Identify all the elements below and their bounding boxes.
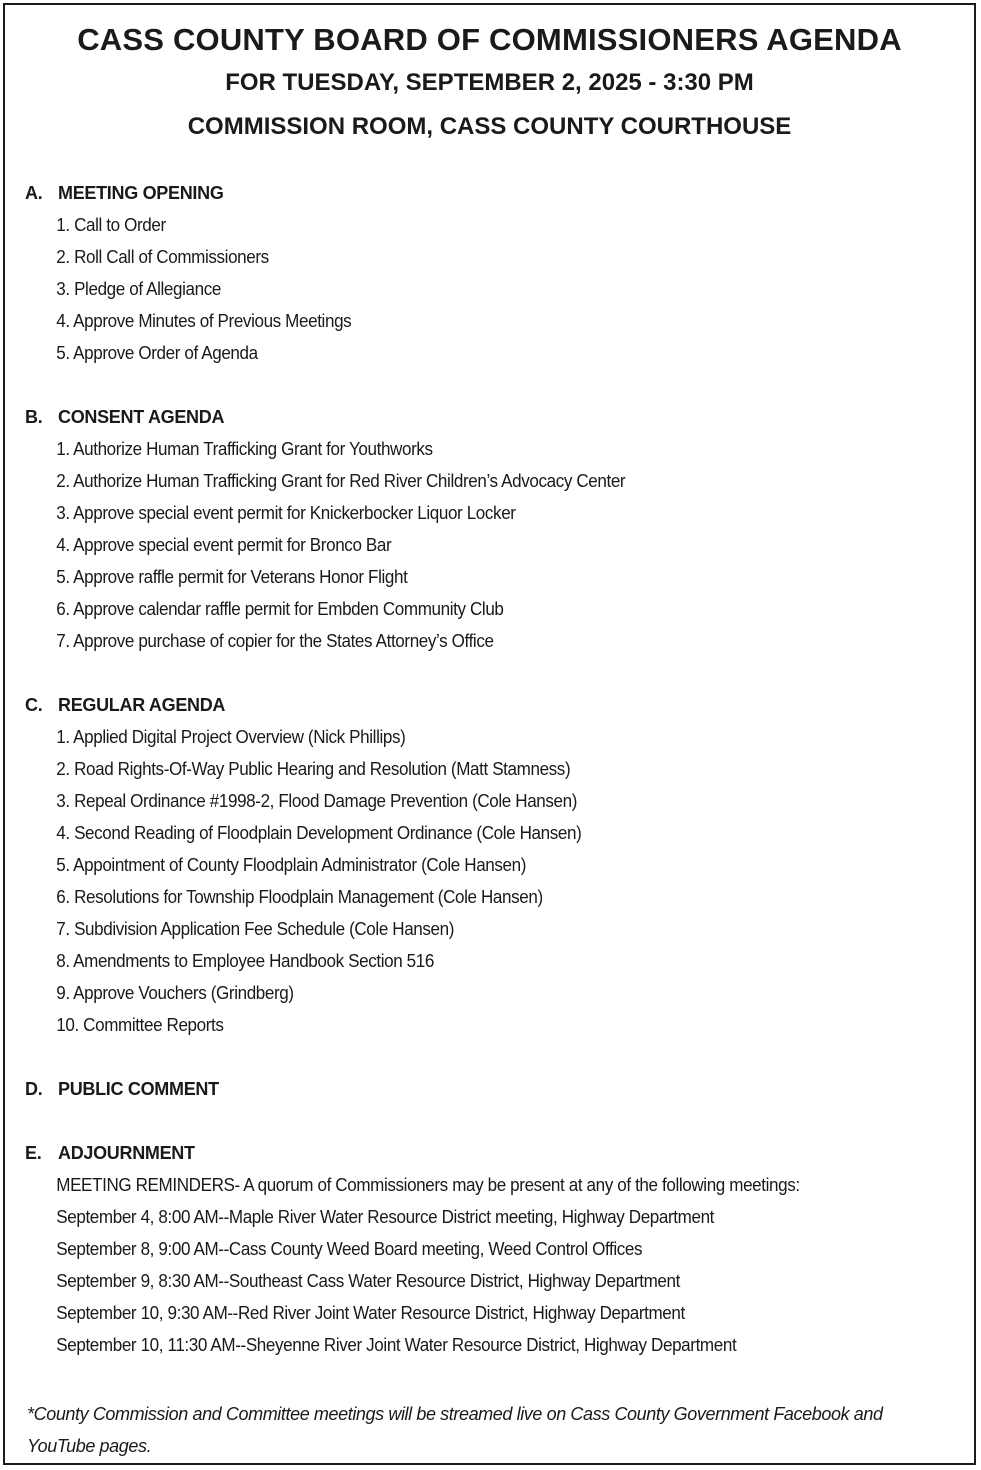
section-consent-agenda xyxy=(25,401,954,657)
section-heading xyxy=(25,177,954,209)
section-heading xyxy=(25,1073,954,1105)
meeting-location: COMMISSION ROOM, CASS COUNTY COURTHOUSE xyxy=(187,113,792,140)
agenda-item: 5. Approve Order of Agenda xyxy=(56,343,258,363)
section-letter: C. xyxy=(25,694,43,715)
section-public-comment xyxy=(25,1073,954,1105)
agenda-title: CASS COUNTY BOARD OF COMMISSIONERS AGENDA xyxy=(77,22,902,57)
agenda-item: 3. Repeal Ordinance #1998-2, Flood Damage Prevention (Cole Hansen) xyxy=(56,791,578,811)
agenda-item: 2. Roll Call of Commissioners xyxy=(56,247,269,267)
agenda-item: 1. Authorize Human Trafficking Grant for Youthworks xyxy=(56,439,433,459)
section-title: ADJOURNMENT xyxy=(58,1142,195,1163)
section-title: MEETING OPENING xyxy=(58,182,224,203)
agenda-item: 4. Approve special event permit for Bronco Bar xyxy=(56,535,392,555)
section-adjournment xyxy=(25,1137,954,1361)
meeting-reminder: September 10, 11:30 AM--Sheyenne River Joint Water Resource District, Highway Department xyxy=(56,1335,737,1355)
agenda-item: 5. Approve raffle permit for Veterans Honor Flight xyxy=(56,567,408,587)
section-title: CONSENT AGENDA xyxy=(58,406,225,427)
section-letter: A. xyxy=(25,182,43,203)
meeting-reminder: September 4, 8:00 AM--Maple River Water Resource District meeting, Highway Department xyxy=(56,1207,715,1227)
section-heading xyxy=(25,401,954,433)
agenda-item: 7. Approve purchase of copier for the States Attorney’s Office xyxy=(56,631,494,651)
agenda-item: 10. Committee Reports xyxy=(56,1015,224,1035)
meeting-reminder: September 9, 8:30 AM--Southeast Cass Water Resource District, Highway Department xyxy=(56,1271,680,1291)
agenda-item: 2. Authorize Human Trafficking Grant for Red River Children’s Advocacy Center xyxy=(56,471,626,491)
section-letter: B. xyxy=(25,406,43,427)
section-regular-agenda xyxy=(25,689,954,1041)
section-letter: E. xyxy=(25,1142,42,1163)
meeting-date-time: FOR TUESDAY, SEPTEMBER 2, 2025 - 3:30 PM xyxy=(225,69,754,96)
agenda-page xyxy=(3,3,976,1465)
section-letter: D. xyxy=(25,1078,43,1099)
section-meeting-opening xyxy=(25,177,954,369)
agenda-item: 2. Road Rights-Of-Way Public Hearing and Resolution (Matt Stamness) xyxy=(56,759,571,779)
agenda-item: 1. Call to Order xyxy=(56,215,166,235)
agenda-item: 8. Amendments to Employee Handbook Section 516 xyxy=(56,951,434,971)
streaming-footnote: *County Commission and Committee meetings will be streamed live on Cass County Government Facebook and YouTube pages. xyxy=(27,1404,883,1456)
section-title: REGULAR AGENDA xyxy=(58,694,226,715)
agenda-body xyxy=(25,177,954,1393)
section-heading xyxy=(25,689,954,721)
agenda-item: 4. Approve Minutes of Previous Meetings xyxy=(56,311,352,331)
section-heading xyxy=(25,1137,954,1169)
meeting-reminders-intro: MEETING REMINDERS- A quorum of Commissioners may be present at any of the following meetings: xyxy=(56,1175,800,1195)
meeting-reminder: September 10, 9:30 AM--Red River Joint Water Resource District, Highway Department xyxy=(56,1303,685,1323)
agenda-item: 1. Applied Digital Project Overview (Nick Phillips) xyxy=(56,727,406,747)
agenda-item: 7. Subdivision Application Fee Schedule (Cole Hansen) xyxy=(56,919,455,939)
agenda-item: 5. Appointment of County Floodplain Administrator (Cole Hansen) xyxy=(56,855,527,875)
agenda-item: 3. Approve special event permit for Knickerbocker Liquor Locker xyxy=(56,503,516,523)
agenda-header xyxy=(5,5,974,142)
agenda-item: 4. Second Reading of Floodplain Development Ordinance (Cole Hansen) xyxy=(56,823,582,843)
agenda-item: 9. Approve Vouchers (Grindberg) xyxy=(56,983,294,1003)
meeting-reminder: September 8, 9:00 AM--Cass County Weed Board meeting, Weed Control Offices xyxy=(56,1239,643,1259)
agenda-item: 6. Approve calendar raffle permit for Embden Community Club xyxy=(56,599,504,619)
agenda-item: 3. Pledge of Allegiance xyxy=(56,279,221,299)
agenda-item: 6. Resolutions for Township Floodplain Management (Cole Hansen) xyxy=(56,887,543,907)
section-title: PUBLIC COMMENT xyxy=(58,1078,219,1099)
